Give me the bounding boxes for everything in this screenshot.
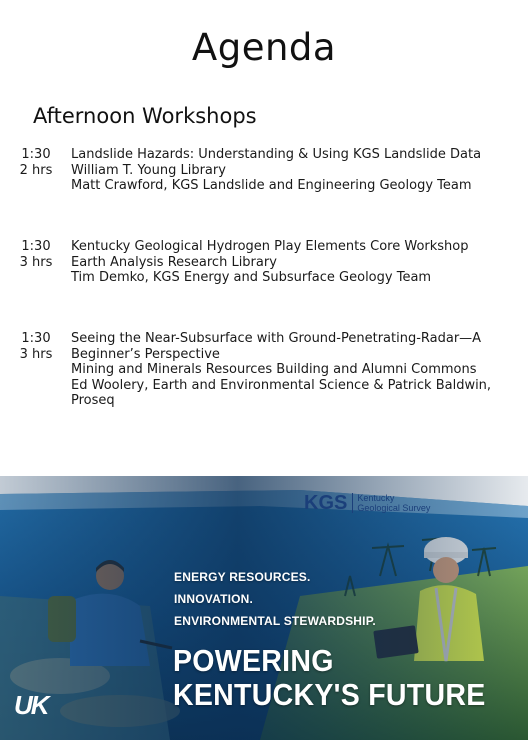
- tagline-energy: ENERGY RESOURCES.: [174, 570, 311, 584]
- headline-powering: POWERING: [173, 643, 334, 678]
- session-time: 1:30 3 hrs: [19, 331, 53, 362]
- session-details: [71, 239, 511, 286]
- tagline-innovation: INNOVATION.: [174, 592, 254, 606]
- session-location: William T. Young Library: [71, 162, 226, 178]
- section-heading: Afternoon Workshops: [33, 104, 257, 128]
- session-title-continued: Beginner’s Perspective: [71, 346, 220, 362]
- session-title: Kentucky Geological Hydrogen Play Elements Core Workshop: [71, 239, 469, 254]
- kgs-logo-name: Kentucky Geological Survey: [357, 493, 431, 513]
- page-title: Agenda: [191, 26, 337, 69]
- kgs-logo: [296, 484, 528, 522]
- tagline-stewardship: ENVIRONMENTAL STEWARDSHIP.: [174, 614, 376, 628]
- session-details: [71, 331, 511, 409]
- kgs-logo-divider: [352, 493, 353, 513]
- headline-kentucky-future: KENTUCKY'S FUTURE: [173, 677, 486, 712]
- uk-logo: UK: [14, 690, 48, 720]
- session-presenter: Ed Woolery, Earth and Environmental Science & Patrick Baldwin,: [71, 377, 492, 393]
- kgs-logo-mark: KGS: [304, 491, 348, 514]
- session-location: Earth Analysis Research Library: [71, 254, 277, 270]
- session-title: Landslide Hazards: Understanding & Using KGS Landslide Data: [71, 147, 482, 162]
- session-location: Mining and Minerals Resources Building and Alumni Commons: [71, 362, 477, 378]
- session-presenter-continued: Proseq: [71, 393, 115, 409]
- session-details: [71, 147, 511, 194]
- kgs-banner: [0, 476, 528, 740]
- session-presenter: Matt Crawford, KGS Landslide and Engineering Geology Team: [71, 178, 472, 194]
- session-time: 1:30 3 hrs: [19, 239, 53, 270]
- session-title: Seeing the Near-Subsurface with Ground-Penetrating-Radar—A: [71, 331, 482, 346]
- session-presenter: Tim Demko, KGS Energy and Subsurface Geology Team: [71, 270, 432, 286]
- session-time: 1:30 2 hrs: [19, 147, 53, 178]
